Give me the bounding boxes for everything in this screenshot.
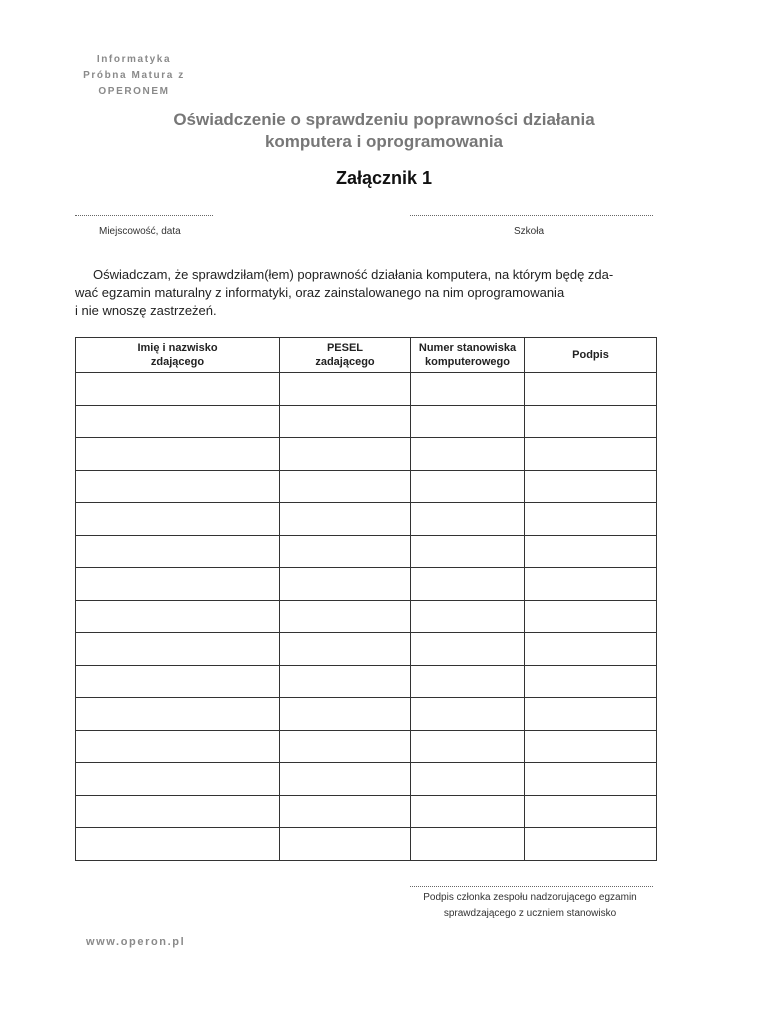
- table-row: [76, 698, 657, 731]
- column-header-pesel-line-2: zadającego: [315, 356, 375, 368]
- statement-line-1: Oświadczam, że sprawdziłam(łem) poprawność działania komputera, na którym będę zda-: [93, 267, 614, 282]
- table-cell-signature[interactable]: [525, 438, 657, 471]
- table-cell-name[interactable]: [76, 470, 280, 503]
- table-cell-station[interactable]: [411, 535, 525, 568]
- table-cell-pesel[interactable]: [280, 600, 411, 633]
- attachment-title: Załącznik 1: [335, 168, 433, 188]
- column-header-station: [411, 338, 525, 373]
- supervisor-signature-caption-line-2: sprawdzającego z uczniem stanowisko: [443, 908, 617, 919]
- school-label: Szkoła: [514, 226, 545, 237]
- place-date-dotted-line[interactable]: [75, 215, 213, 216]
- table-cell-station[interactable]: [411, 828, 525, 861]
- table-cell-pesel[interactable]: [280, 730, 411, 763]
- document-header: [74, 52, 194, 100]
- table-cell-pesel[interactable]: [280, 828, 411, 861]
- column-header-pesel-line-1: PESEL: [326, 342, 364, 354]
- table-row: [76, 600, 657, 633]
- table-cell-station[interactable]: [411, 730, 525, 763]
- table-cell-name[interactable]: [76, 568, 280, 601]
- signature-table: [75, 337, 657, 861]
- table-cell-signature[interactable]: [525, 535, 657, 568]
- table-cell-signature[interactable]: [525, 633, 657, 666]
- table-cell-station[interactable]: [411, 438, 525, 471]
- supervisor-signature-caption: [405, 890, 655, 922]
- column-header-signature: [525, 338, 657, 373]
- table-cell-station[interactable]: [411, 503, 525, 536]
- table-cell-name[interactable]: [76, 828, 280, 861]
- table-cell-pesel[interactable]: [280, 438, 411, 471]
- table-row: [76, 470, 657, 503]
- place-date-label: Miejscowość, data: [99, 226, 181, 237]
- table-cell-signature[interactable]: [525, 795, 657, 828]
- table-cell-station[interactable]: [411, 568, 525, 601]
- table-cell-station[interactable]: [411, 405, 525, 438]
- table-cell-pesel[interactable]: [280, 535, 411, 568]
- header-subject: Informatyka: [96, 54, 172, 65]
- table-cell-signature[interactable]: [525, 730, 657, 763]
- table-cell-station[interactable]: [411, 665, 525, 698]
- column-header-signature-line-1: Podpis: [572, 349, 609, 361]
- table-cell-name[interactable]: [76, 698, 280, 731]
- table-cell-name[interactable]: [76, 438, 280, 471]
- statement-line-2: wać egzamin maturalny z informatyki, oraz zainstalowanego na nim oprogramowania: [75, 285, 565, 300]
- title-line-2: komputera i oprogramowania: [264, 132, 504, 151]
- table-row: [76, 438, 657, 471]
- table-cell-signature[interactable]: [525, 698, 657, 731]
- table-cell-pesel[interactable]: [280, 698, 411, 731]
- table-cell-signature[interactable]: [525, 763, 657, 796]
- table-cell-station[interactable]: [411, 373, 525, 406]
- table-row: [76, 730, 657, 763]
- table-row: [76, 763, 657, 796]
- table-cell-name[interactable]: [76, 535, 280, 568]
- table-cell-pesel[interactable]: [280, 633, 411, 666]
- column-header-name-line-1: Imię i nazwisko: [137, 342, 218, 354]
- table-cell-pesel[interactable]: [280, 763, 411, 796]
- column-header-station-line-2: komputerowego: [425, 356, 510, 368]
- table-cell-signature[interactable]: [525, 373, 657, 406]
- table-cell-name[interactable]: [76, 795, 280, 828]
- table-row: [76, 405, 657, 438]
- table-cell-signature[interactable]: [525, 828, 657, 861]
- table-cell-name[interactable]: [76, 373, 280, 406]
- table-body: [76, 373, 657, 861]
- column-header-pesel: [280, 338, 411, 373]
- column-header-name-line-2: zdającego: [150, 356, 205, 368]
- table-cell-station[interactable]: [411, 795, 525, 828]
- table-cell-pesel[interactable]: [280, 665, 411, 698]
- table-cell-pesel[interactable]: [280, 503, 411, 536]
- table-cell-name[interactable]: [76, 503, 280, 536]
- table-cell-pesel[interactable]: [280, 405, 411, 438]
- table-cell-pesel[interactable]: [280, 568, 411, 601]
- table-cell-station[interactable]: [411, 763, 525, 796]
- table-cell-signature[interactable]: [525, 470, 657, 503]
- table-cell-name[interactable]: [76, 633, 280, 666]
- table-row: [76, 503, 657, 536]
- table-cell-signature[interactable]: [525, 665, 657, 698]
- table-cell-name[interactable]: [76, 600, 280, 633]
- table-row: [76, 568, 657, 601]
- table-cell-signature[interactable]: [525, 568, 657, 601]
- title-line-1: Oświadczenie o sprawdzeniu poprawności działania: [173, 110, 595, 129]
- table-cell-station[interactable]: [411, 633, 525, 666]
- footer-url: www.operon.pl: [86, 936, 186, 948]
- table-row: [76, 795, 657, 828]
- supervisor-signature-caption-line-1: Podpis członka zespołu nadzorującego egzamin: [423, 892, 637, 903]
- table-row: [76, 633, 657, 666]
- document-title: [0, 109, 768, 153]
- table-cell-name[interactable]: [76, 730, 280, 763]
- table-row: [76, 665, 657, 698]
- table-cell-station[interactable]: [411, 470, 525, 503]
- table-cell-signature[interactable]: [525, 503, 657, 536]
- table-cell-signature[interactable]: [525, 600, 657, 633]
- table-cell-station[interactable]: [411, 698, 525, 731]
- table-cell-name[interactable]: [76, 405, 280, 438]
- school-dotted-line[interactable]: [410, 215, 653, 216]
- table-row: [76, 535, 657, 568]
- header-series: Próbna Matura z OPERONEM: [83, 70, 185, 97]
- column-header-name: [76, 338, 280, 373]
- table-cell-name[interactable]: [76, 763, 280, 796]
- supervisor-signature-dotted-line[interactable]: [410, 886, 653, 887]
- table-cell-station[interactable]: [411, 600, 525, 633]
- table-cell-name[interactable]: [76, 665, 280, 698]
- table-cell-pesel[interactable]: [280, 470, 411, 503]
- statement-line-3: i nie wnoszę zastrzeżeń.: [75, 303, 217, 318]
- statement-paragraph: [75, 266, 660, 320]
- table-row: [76, 373, 657, 406]
- table-cell-signature[interactable]: [525, 405, 657, 438]
- table-cell-pesel[interactable]: [280, 795, 411, 828]
- table-row: [76, 828, 657, 861]
- table-cell-pesel[interactable]: [280, 373, 411, 406]
- column-header-station-line-1: Numer stanowiska: [418, 342, 517, 354]
- table-header-row: [76, 338, 657, 373]
